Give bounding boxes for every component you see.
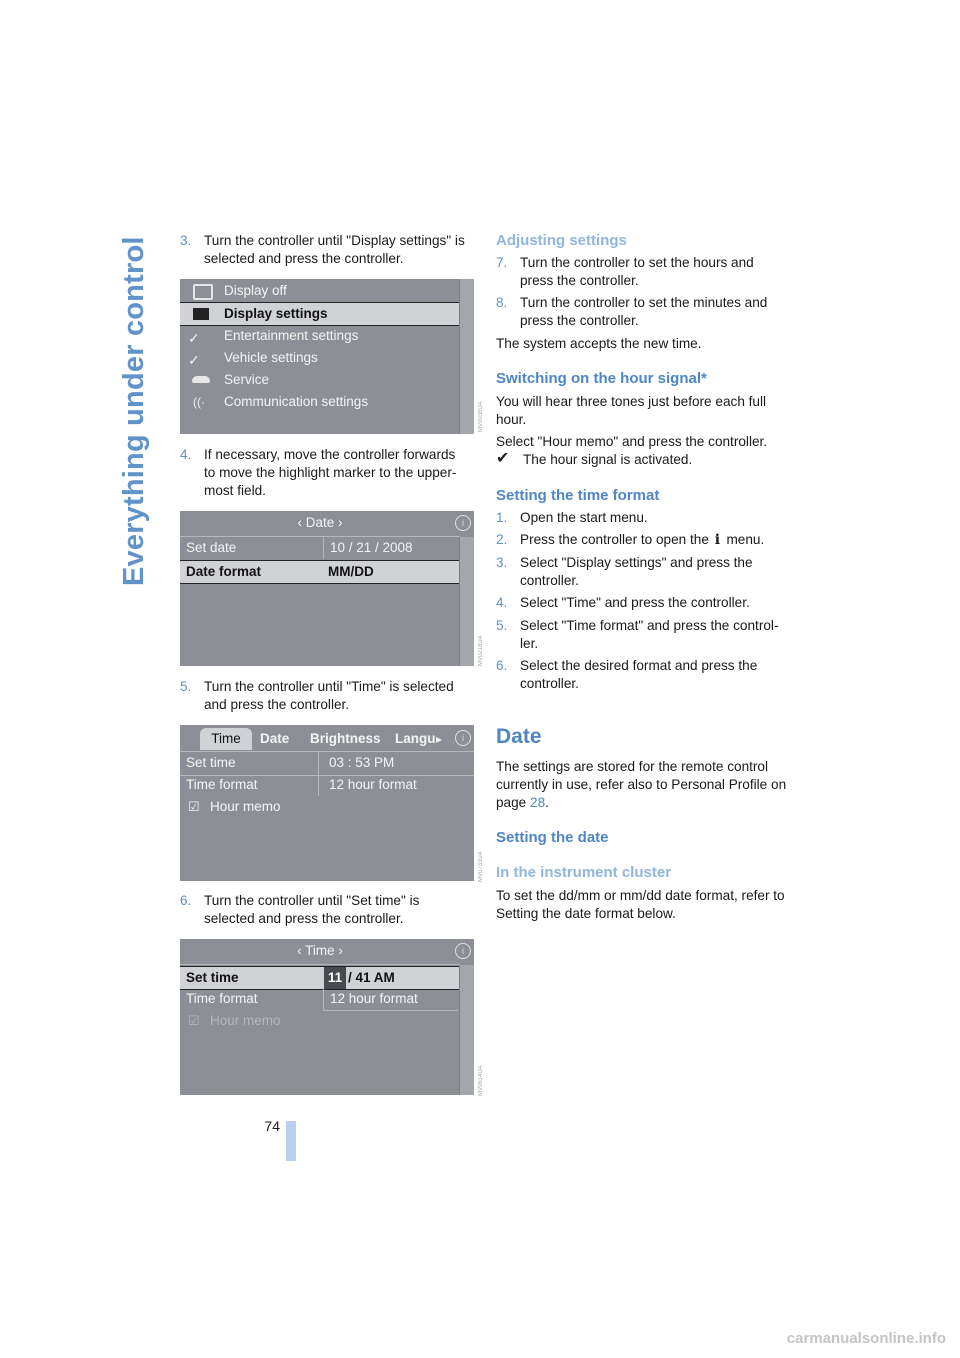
step-tf-5: 5. Select "Time format" and press the control-ler. [496,618,779,651]
step-5: 5. Turn the controller until "Time" is selected and press the controller. [180,679,454,712]
info-icon: i [455,943,471,959]
scrollbar [459,965,474,1095]
heading-adjusting-settings: Adjusting settings [496,232,627,249]
heading-setting-the-date: Setting the date [496,829,609,846]
row-date-format: Date format MM/DD [180,560,460,584]
info-icon: i [455,730,471,746]
step-6: 6. Turn the controller until "Set time" is selected and press the controller. [180,893,420,926]
step-tf-2: 2. Press the controller to open the i menu. [496,532,765,548]
image-code: MV0218UA [478,635,484,666]
menu-item-vehicle-settings: ✓ Vehicle settings [180,347,460,369]
menu-item-display-settings: Display settings [180,302,462,326]
scrollbar [459,537,474,666]
menu-item-service: Service [180,369,460,391]
check-icon: ☑ [188,799,200,814]
menu-item-display-off: Display off [180,280,460,302]
value-time-format: 12 hour format [318,774,469,796]
row-set-time: Set time [186,755,236,770]
tab-time: Time [200,728,252,750]
row-time-format: Time format [186,991,258,1006]
screen-main-menu [180,279,474,434]
hour-signal-p1: You will hear three tones just before each full hour. [496,394,767,427]
hour-field: 11 [324,967,346,989]
image-code: MV0038UA [478,401,484,432]
menu-item-entertainment-settings: ✓ Entertainment settings [180,325,460,347]
heading-instrument-cluster: In the instrument cluster [496,864,672,881]
row-set-time: Set time 11 / 41 AM [180,966,460,990]
step-4: 4. If necessary, move the controller forwards to move the highlight marker to the upper-most field. [180,447,457,498]
heading-date: Date [496,725,542,748]
page-marker-bar [286,1121,296,1161]
vehicle-check-icon: ✓ [188,352,200,368]
tab-date: Date [260,731,290,746]
instrument-cluster-text: To set the dd/mm or mm/dd date format, refer to Setting the date format below. [496,888,785,921]
check-icon: ☑ [188,1013,200,1028]
date-paragraph: The settings are stored for the remote control currently in use, refer also to Personal Profile on page 28. [496,759,787,810]
step-tf-6: 6. Select the desired format and press the controller. [496,658,758,691]
display-settings-icon [193,308,209,320]
step-8: 8. Turn the controller to set the minutes and press the controller. [496,295,768,328]
tab-language: Langu [395,731,436,746]
tab-brightness: Brightness [310,731,381,746]
menu-item-communication-settings: ((· Communication settings [180,391,460,413]
check-icon: ✔ [496,450,510,467]
page-number: 74 [264,1118,280,1134]
value-set-time: 03 : 53 PM [318,752,469,774]
watermark: carmanualsonline.info [786,1330,946,1347]
chapter-title: Everything under control [118,236,150,586]
screen-settings-tabs [180,725,474,881]
row-hour-memo: ☑ Hour memo [180,796,380,818]
chevron-right-icon: ▸ [436,732,443,746]
heading-hour-signal: Switching on the hour signal* [496,370,707,387]
value-set-date: 10 / 21 / 2008 [323,537,458,559]
signal-icon: ((· [193,395,205,409]
heading-time-format: Setting the time format [496,487,660,504]
display-off-icon [193,284,213,300]
step-tf-4: 4. Select "Time" and press the controller. [496,595,750,610]
step-7: 7. Turn the controller to set the hours and press the controller. [496,255,754,288]
accepts-text: The system accepts the new time. [496,336,702,351]
info-icon: i [455,515,471,531]
value-time-format: 12 hour format [323,988,458,1011]
step-tf-1: 1. Open the start menu. [496,510,648,525]
image-code: MV0733UA [478,851,484,882]
image-code: MV0614UA [478,1065,484,1096]
page-link[interactable]: 28 [530,795,546,810]
info-icon: i [714,532,721,548]
hour-signal-p2a: Select "Hour memo" and press the controller. [496,434,768,449]
screen-date [180,511,474,666]
entertainment-check-icon: ✓ [188,330,200,346]
screen-time [180,939,474,1095]
row-hour-memo: ☑ Hour memo [180,1010,380,1032]
screen-header: ‹ Time › [297,943,343,958]
row-time-format: Time format [186,777,258,792]
car-icon [192,376,210,383]
step-3: 3. Turn the controller until "Display settings" is selected and press the controller. [180,233,465,266]
step-tf-3: 3. Select "Display settings" and press the controller. [496,555,753,588]
scrollbar [459,279,474,434]
screen-header: ‹ Date › [297,515,343,530]
row-set-date: Set date [186,540,237,555]
